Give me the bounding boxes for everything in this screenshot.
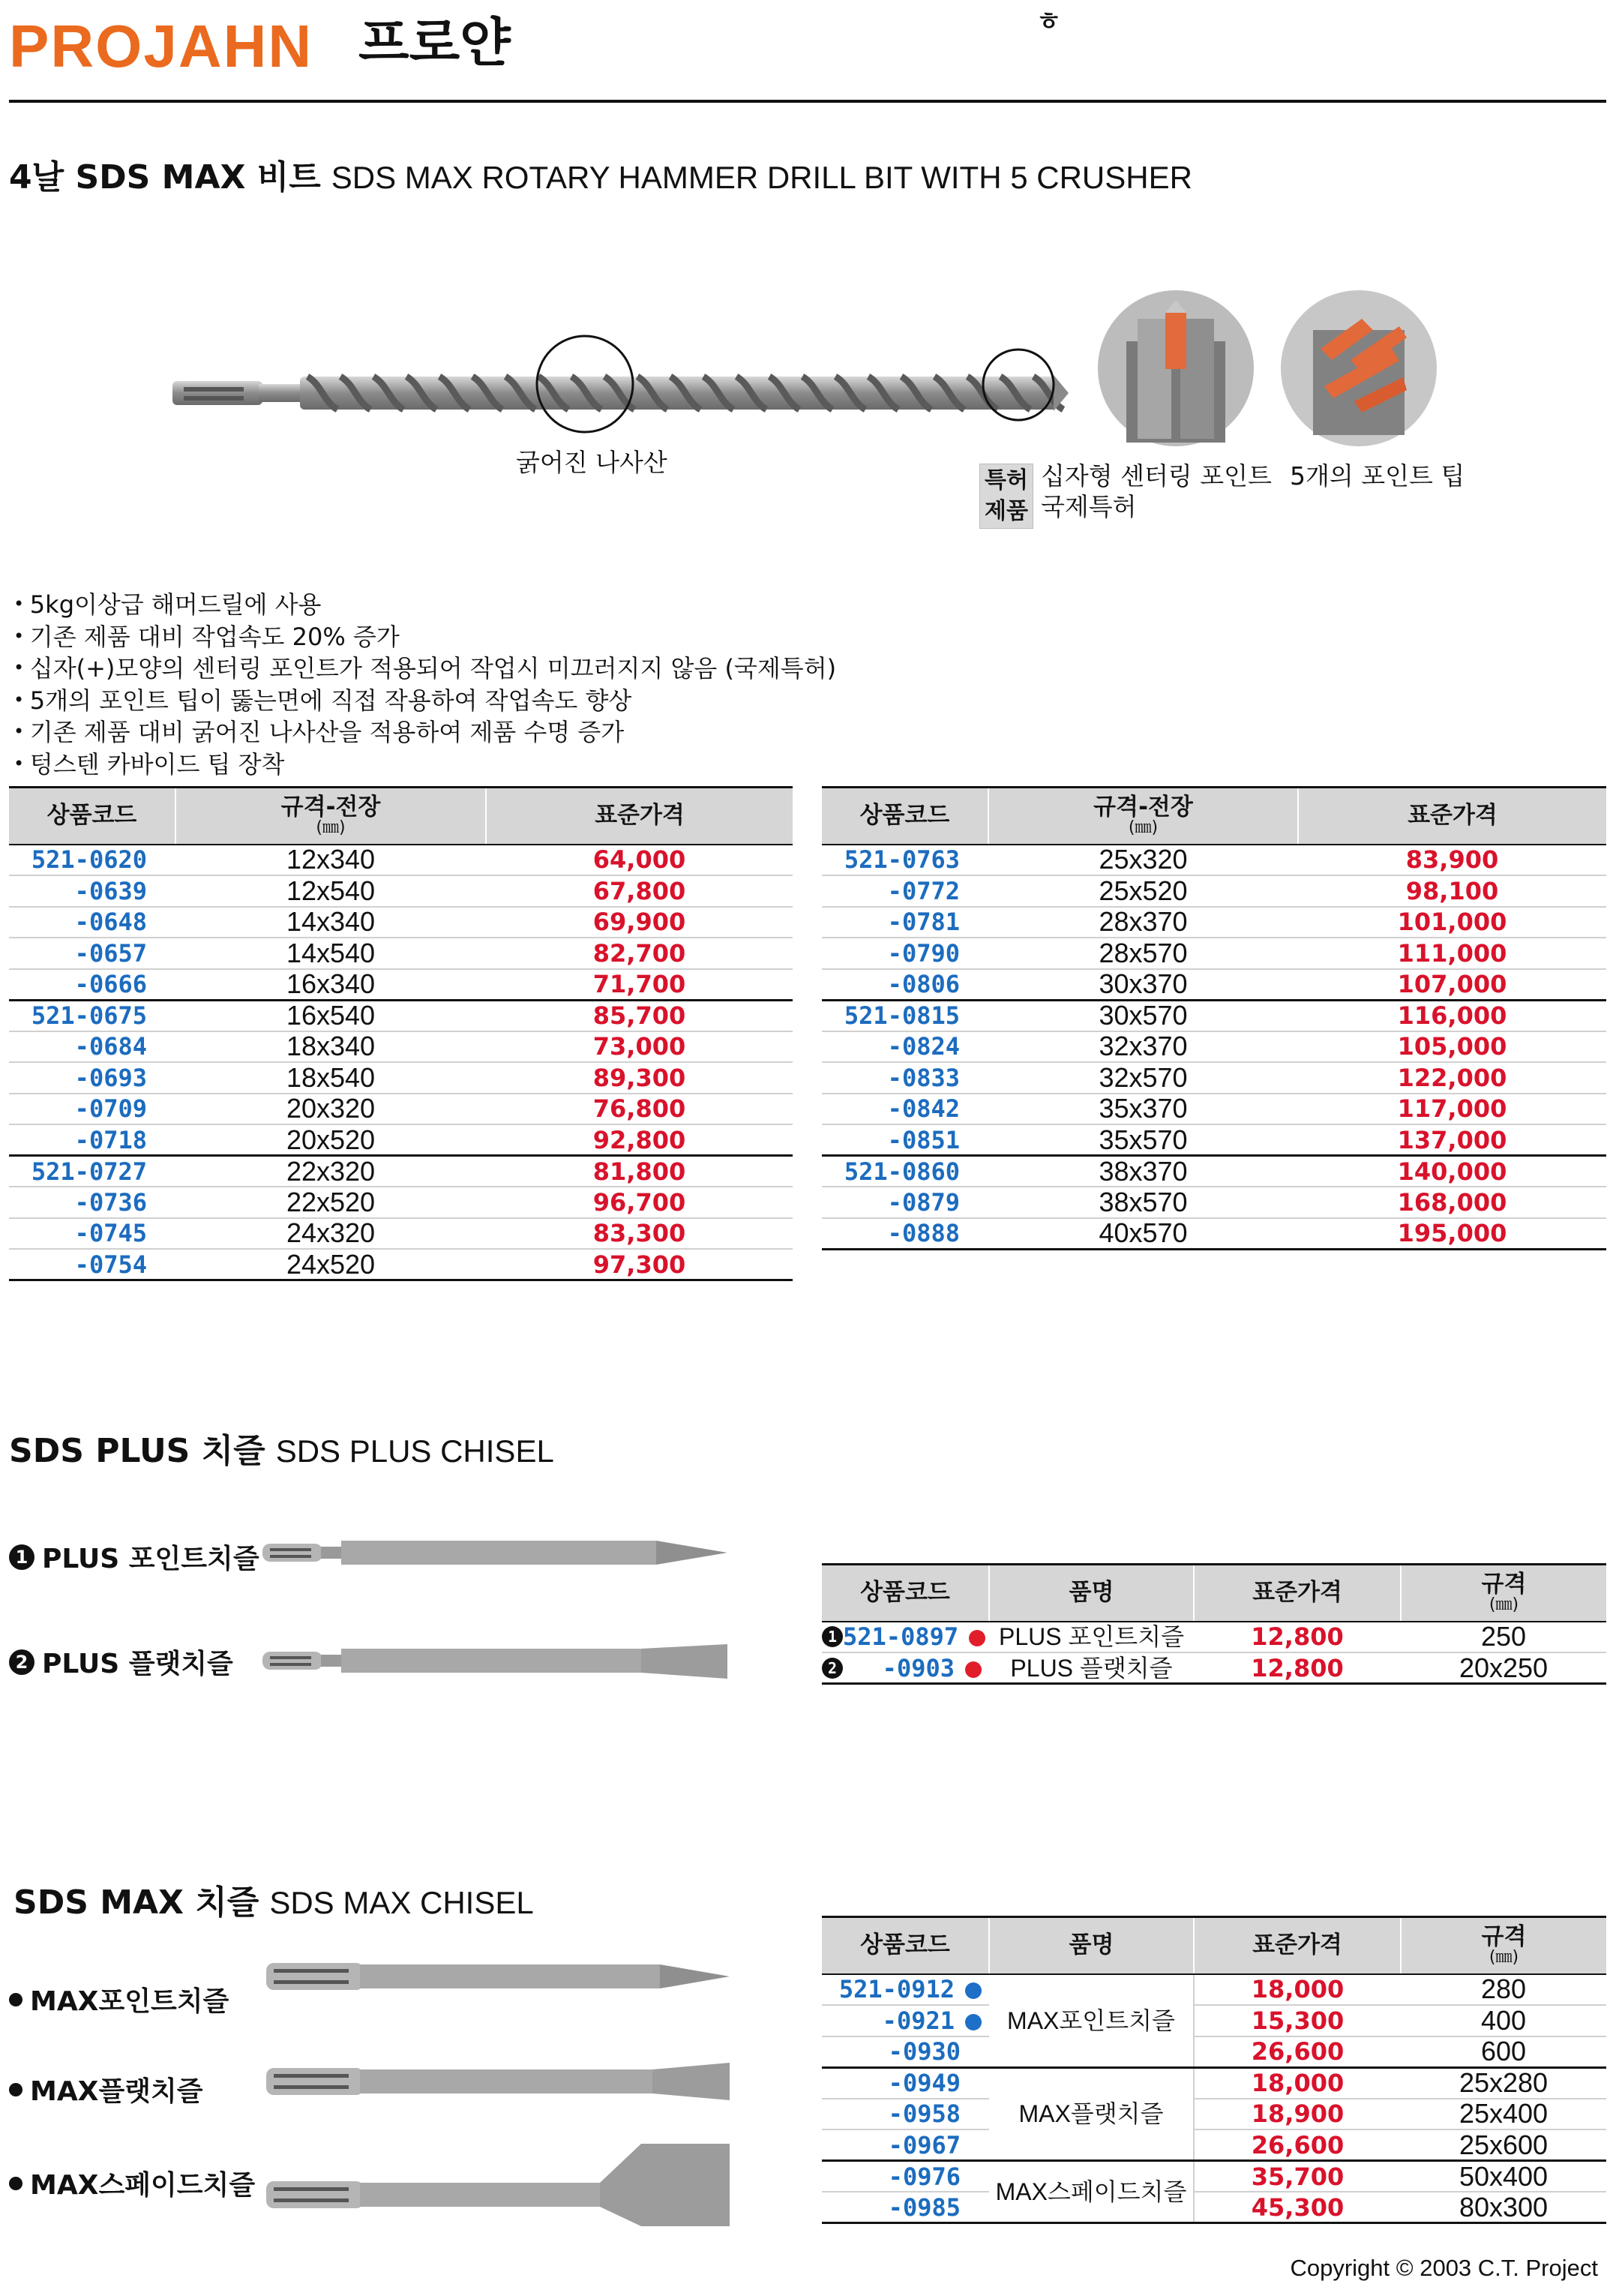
col-header-price: 표준가격 xyxy=(1298,788,1606,845)
table-row xyxy=(9,875,793,907)
table-row xyxy=(822,1031,1606,1063)
table-row xyxy=(9,969,793,1001)
table-row xyxy=(9,1094,793,1125)
bullet-icon xyxy=(9,1993,22,2006)
product-spec: 24x520 xyxy=(175,1249,486,1280)
table-row xyxy=(9,938,793,969)
item-label-text: PLUS 포인트치즐 xyxy=(42,1544,259,1574)
product-code: -0754 xyxy=(9,1249,175,1280)
product-code: -0921 xyxy=(882,2006,955,2035)
product-spec: 35x570 xyxy=(988,1124,1298,1156)
number-badge: 2 xyxy=(9,1649,34,1675)
col-header-spec xyxy=(1401,1565,1606,1622)
product-price: 111,000 xyxy=(1298,938,1606,969)
table-row xyxy=(822,1094,1606,1125)
product-code: -0967 xyxy=(822,2129,989,2161)
item-label-text: PLUS 플랫치즐 xyxy=(42,1649,233,1679)
product-price: 35,700 xyxy=(1194,2161,1401,2192)
product-spec: 600 xyxy=(1401,2036,1606,2068)
blue-dot-icon xyxy=(965,2014,982,2030)
product-spec: 14x340 xyxy=(175,907,486,938)
product-price: 71,700 xyxy=(486,969,793,1001)
product-price: 18,900 xyxy=(1194,2099,1401,2130)
product-spec: 25x520 xyxy=(988,875,1298,907)
product-name: MAX스페이드치즐 xyxy=(989,2161,1194,2223)
product-price: 89,300 xyxy=(486,1062,793,1094)
thread-highlight-circle xyxy=(535,334,636,435)
feature-item: • 기존 제품 대비 작업속도 20% 증가 xyxy=(13,621,836,653)
product-price: 98,100 xyxy=(1298,875,1606,907)
price-table-right xyxy=(822,786,1606,1250)
table-row xyxy=(822,907,1606,938)
centering-point-closeup-image xyxy=(1096,289,1255,448)
product-code-cell xyxy=(822,1652,989,1684)
product-code: -0833 xyxy=(822,1062,988,1094)
col-header-spec xyxy=(1401,1917,1606,1974)
product-code: 521-0860 xyxy=(822,1156,988,1187)
product-spec: 22x520 xyxy=(175,1187,486,1218)
product-name: MAX포인트치즐 xyxy=(989,1974,1194,2068)
product-spec: 25x320 xyxy=(988,845,1298,876)
product-spec: 20x520 xyxy=(175,1124,486,1156)
number-badge: 2 xyxy=(822,1658,843,1679)
feature-item: • 기존 제품 대비 굵어진 나사산을 적용하여 제품 수명 증가 xyxy=(13,716,836,749)
product-price: 26,600 xyxy=(1194,2036,1401,2068)
brand-logo: PROJAHN xyxy=(9,13,313,80)
table-row xyxy=(9,1031,793,1063)
product-code: -0958 xyxy=(822,2099,989,2130)
table-row xyxy=(822,1062,1606,1094)
table-row xyxy=(822,2099,1606,2130)
product-code: -0648 xyxy=(9,907,175,938)
table-row xyxy=(822,938,1606,969)
blue-dot-icon xyxy=(965,1982,982,1999)
product-code: -0851 xyxy=(822,1124,988,1156)
product-price: 107,000 xyxy=(1298,969,1606,1001)
product-code: -0930 xyxy=(822,2036,989,2068)
product-code: -0790 xyxy=(822,938,988,969)
product-name: PLUS 플랫치즐 xyxy=(989,1652,1194,1684)
product-code: -0709 xyxy=(9,1094,175,1125)
plus-flat-chisel-image xyxy=(262,1635,731,1688)
col-header-unit: (㎜) xyxy=(1489,1595,1519,1615)
product-code: -0949 xyxy=(822,2067,989,2099)
col-header-unit: (㎜) xyxy=(316,818,346,838)
col-header-spec-label: 규격 xyxy=(1481,1922,1527,1950)
table-row xyxy=(9,907,793,938)
col-header-name: 품명 xyxy=(989,1917,1194,1974)
patent-badge-line1: 특허 xyxy=(985,467,1028,494)
product-price: 76,800 xyxy=(486,1094,793,1125)
product-price: 82,700 xyxy=(486,938,793,969)
caption-centering-line1: 십자형 센터링 포인트 xyxy=(1041,461,1272,491)
table-row xyxy=(822,1000,1606,1031)
table-row xyxy=(822,2036,1606,2068)
section-title-ko: SDS MAX 치즐 xyxy=(13,1883,259,1922)
product-code: -0985 xyxy=(822,2192,989,2223)
table-row xyxy=(822,875,1606,907)
product-price: 18,000 xyxy=(1194,1974,1401,2006)
bullet-icon xyxy=(9,2083,22,2096)
caption-five-tips: 5개의 포인트 팁 xyxy=(1290,461,1465,491)
product-price: 81,800 xyxy=(486,1156,793,1187)
section-title-sds-max-chisel xyxy=(13,1883,534,1922)
item-label-text: MAX스페이드치즐 xyxy=(30,2170,256,2201)
product-code: 521-0897 xyxy=(843,1622,959,1652)
col-header-code: 상품코드 xyxy=(822,1917,989,1974)
product-price: 97,300 xyxy=(486,1249,793,1280)
product-spec: 30x370 xyxy=(988,969,1298,1001)
product-price: 137,000 xyxy=(1298,1124,1606,1156)
product-spec: 38x370 xyxy=(988,1156,1298,1187)
table-row xyxy=(9,1218,793,1250)
patent-badge xyxy=(979,464,1033,529)
product-spec: 38x570 xyxy=(988,1187,1298,1218)
product-spec: 32x570 xyxy=(988,1062,1298,1094)
product-code-cell xyxy=(822,1622,989,1653)
plus-point-chisel-image xyxy=(262,1530,731,1575)
table-row xyxy=(822,1652,1606,1684)
product-price: 140,000 xyxy=(1298,1156,1606,1187)
number-badge: 1 xyxy=(822,1626,843,1647)
section-title-sds-plus-chisel xyxy=(9,1432,554,1470)
table-row xyxy=(822,969,1606,1001)
col-header-code: 상품코드 xyxy=(822,1565,989,1622)
col-header-price: 표준가격 xyxy=(1194,1917,1401,1974)
table-row xyxy=(9,1000,793,1031)
product-price: 92,800 xyxy=(486,1124,793,1156)
table-row xyxy=(9,1187,793,1218)
table-row xyxy=(822,1218,1606,1250)
product-spec: 14x540 xyxy=(175,938,486,969)
max-point-chisel-image xyxy=(266,1954,731,1999)
product-spec: 20x250 xyxy=(1401,1652,1606,1684)
product-spec: 16x540 xyxy=(175,1000,486,1031)
tip-highlight-circle xyxy=(981,347,1056,422)
product-code: -0666 xyxy=(9,969,175,1001)
product-price: 67,800 xyxy=(486,875,793,907)
product-code: -0879 xyxy=(822,1187,988,1218)
product-price: 12,800 xyxy=(1194,1652,1401,1684)
plus-point-chisel-label xyxy=(9,1538,259,1576)
number-badge: 1 xyxy=(9,1544,34,1570)
product-code: -0639 xyxy=(9,875,175,907)
product-price: 18,000 xyxy=(1194,2067,1401,2099)
product-code: -0657 xyxy=(9,938,175,969)
product-code: -0903 xyxy=(882,1653,955,1682)
product-code-cell xyxy=(822,1974,989,2006)
section-title-sds-max-bit xyxy=(9,158,1192,197)
product-code: 521-0727 xyxy=(9,1156,175,1187)
brand-korean-name: 프로얀 xyxy=(358,12,511,74)
product-spec: 20x320 xyxy=(175,1094,486,1125)
product-code: 521-0912 xyxy=(838,1975,955,2004)
product-code: -0842 xyxy=(822,1094,988,1125)
product-price: 64,000 xyxy=(486,845,793,876)
product-price: 96,700 xyxy=(486,1187,793,1218)
product-spec: 25x400 xyxy=(1401,2099,1606,2130)
red-dot-icon xyxy=(969,1630,985,1646)
product-price: 85,700 xyxy=(486,1000,793,1031)
col-header-unit: (㎜) xyxy=(1489,1948,1519,1967)
max-spade-chisel-image xyxy=(266,2136,731,2234)
product-spec: 32x370 xyxy=(988,1031,1298,1063)
table-row xyxy=(822,1622,1606,1653)
table-row xyxy=(9,1124,793,1156)
table-row xyxy=(822,2161,1606,2192)
product-spec: 40x570 xyxy=(988,1218,1298,1250)
table-row xyxy=(822,845,1606,876)
product-price: 116,000 xyxy=(1298,1000,1606,1031)
section-title-ko: 4날 SDS MAX 비트 xyxy=(9,158,321,197)
table-row xyxy=(822,2067,1606,2099)
product-spec: 25x280 xyxy=(1401,2067,1606,2099)
product-price: 69,900 xyxy=(486,907,793,938)
product-code: 521-0620 xyxy=(9,845,175,876)
col-header-name: 품명 xyxy=(989,1565,1194,1622)
col-header-unit: (㎜) xyxy=(1128,818,1159,838)
product-code: 521-0675 xyxy=(9,1000,175,1031)
table-row xyxy=(9,1062,793,1094)
product-code: -0693 xyxy=(9,1062,175,1094)
caption-centering xyxy=(1041,461,1272,523)
product-code: -0718 xyxy=(9,1124,175,1156)
caption-centering-line2: 국제특허 xyxy=(1041,492,1137,522)
col-header-code: 상품코드 xyxy=(822,788,988,845)
product-spec: 50x400 xyxy=(1401,2161,1606,2192)
max-spade-chisel-label xyxy=(9,2164,255,2202)
product-code: -0976 xyxy=(822,2161,989,2192)
product-price: 168,000 xyxy=(1298,1187,1606,1218)
price-table-left xyxy=(9,786,793,1281)
product-spec: 18x540 xyxy=(175,1062,486,1094)
product-price: 15,300 xyxy=(1194,2005,1401,2036)
product-price: 83,900 xyxy=(1298,845,1606,876)
product-price: 117,000 xyxy=(1298,1094,1606,1125)
product-code: -0745 xyxy=(9,1218,175,1250)
section-title-en: SDS MAX CHISEL xyxy=(269,1885,534,1920)
feature-item: • 십자(+)모양의 센터링 포인트가 적용되어 작업시 미끄러지지 않음 (국제특허) xyxy=(13,653,836,685)
product-price: 45,300 xyxy=(1194,2192,1401,2223)
product-spec: 400 xyxy=(1401,2005,1606,2036)
col-header-spec xyxy=(988,788,1298,845)
col-header-code: 상품코드 xyxy=(9,788,175,845)
item-label-text: MAX포인트치즐 xyxy=(30,1986,229,2017)
table-row xyxy=(9,1156,793,1187)
product-price: 73,000 xyxy=(486,1031,793,1063)
product-name: PLUS 포인트치즐 xyxy=(989,1622,1194,1653)
max-flat-chisel-label xyxy=(9,2070,203,2108)
product-price: 83,300 xyxy=(486,1218,793,1250)
product-code: -0684 xyxy=(9,1031,175,1063)
table-row xyxy=(9,845,793,876)
product-code: -0806 xyxy=(822,969,988,1001)
product-price: 12,800 xyxy=(1194,1622,1401,1653)
product-code: 521-0763 xyxy=(822,845,988,876)
copyright-notice: Copyright © 2003 C.T. Project xyxy=(1290,2255,1598,2281)
col-header-spec-label: 규격 xyxy=(1481,1570,1527,1598)
product-code: -0781 xyxy=(822,907,988,938)
table-row xyxy=(822,1974,1606,2006)
header-divider xyxy=(9,100,1606,103)
col-header-spec-label: 규격-전장 xyxy=(280,793,381,821)
product-price: 105,000 xyxy=(1298,1031,1606,1063)
col-header-spec-label: 규격-전장 xyxy=(1093,793,1193,821)
col-header-spec xyxy=(175,788,486,845)
product-code: 521-0815 xyxy=(822,1000,988,1031)
product-price: 26,600 xyxy=(1194,2129,1401,2161)
feature-list xyxy=(13,589,836,780)
bullet-icon xyxy=(9,2177,22,2190)
max-point-chisel-label xyxy=(9,1980,229,2018)
col-header-price: 표준가격 xyxy=(486,788,793,845)
section-title-en: SDS PLUS CHISEL xyxy=(275,1433,554,1469)
feature-item: • 5개의 포인트 팁이 뚫는면에 직접 작용하여 작업속도 향상 xyxy=(13,685,836,717)
item-label-text: MAX플랫치즐 xyxy=(30,2076,203,2107)
caption-thread: 굵어진 나사산 xyxy=(516,448,667,477)
product-name: MAX플랫치즐 xyxy=(989,2067,1194,2161)
product-spec: 16x340 xyxy=(175,969,486,1001)
max-chisel-price-table xyxy=(822,1916,1606,2224)
product-code: -0736 xyxy=(9,1187,175,1218)
product-spec: 12x340 xyxy=(175,845,486,876)
table-row xyxy=(822,2192,1606,2223)
product-code-cell xyxy=(822,2005,989,2036)
table-row xyxy=(822,2129,1606,2161)
patent-badge-line2: 제품 xyxy=(985,497,1028,524)
header-mark: ㅎ xyxy=(1036,7,1061,37)
feature-item: • 텅스텐 카바이드 팁 장착 xyxy=(13,749,836,781)
product-price: 101,000 xyxy=(1298,907,1606,938)
product-spec: 30x570 xyxy=(988,1000,1298,1031)
product-spec: 28x370 xyxy=(988,907,1298,938)
product-spec: 28x570 xyxy=(988,938,1298,969)
product-price: 122,000 xyxy=(1298,1062,1606,1094)
feature-item: • 5kg이상급 해머드릴에 사용 xyxy=(13,589,836,621)
section-title-en: SDS MAX ROTARY HAMMER DRILL BIT WITH 5 CRUSHER xyxy=(331,160,1192,195)
plus-chisel-price-table xyxy=(822,1563,1606,1685)
product-spec: 22x320 xyxy=(175,1156,486,1187)
plus-flat-chisel-label xyxy=(9,1643,233,1681)
product-spec: 250 xyxy=(1401,1622,1606,1653)
five-tips-closeup-image xyxy=(1279,289,1438,448)
product-code: -0824 xyxy=(822,1031,988,1063)
product-code: -0888 xyxy=(822,1218,988,1250)
product-price: 195,000 xyxy=(1298,1218,1606,1250)
table-row xyxy=(822,1124,1606,1156)
table-row xyxy=(822,1156,1606,1187)
section-title-ko: SDS PLUS 치즐 xyxy=(9,1432,265,1470)
product-spec: 25x600 xyxy=(1401,2129,1606,2161)
product-spec: 24x320 xyxy=(175,1218,486,1250)
product-spec: 12x540 xyxy=(175,875,486,907)
product-code: -0772 xyxy=(822,875,988,907)
table-row xyxy=(822,1187,1606,1218)
red-dot-icon xyxy=(965,1661,982,1678)
product-spec: 80x300 xyxy=(1401,2192,1606,2223)
table-row xyxy=(822,2005,1606,2036)
product-spec: 18x340 xyxy=(175,1031,486,1063)
max-flat-chisel-image xyxy=(266,2055,731,2108)
col-header-price: 표준가격 xyxy=(1194,1565,1401,1622)
product-spec: 280 xyxy=(1401,1974,1606,2006)
table-row xyxy=(9,1249,793,1280)
product-spec: 35x370 xyxy=(988,1094,1298,1125)
